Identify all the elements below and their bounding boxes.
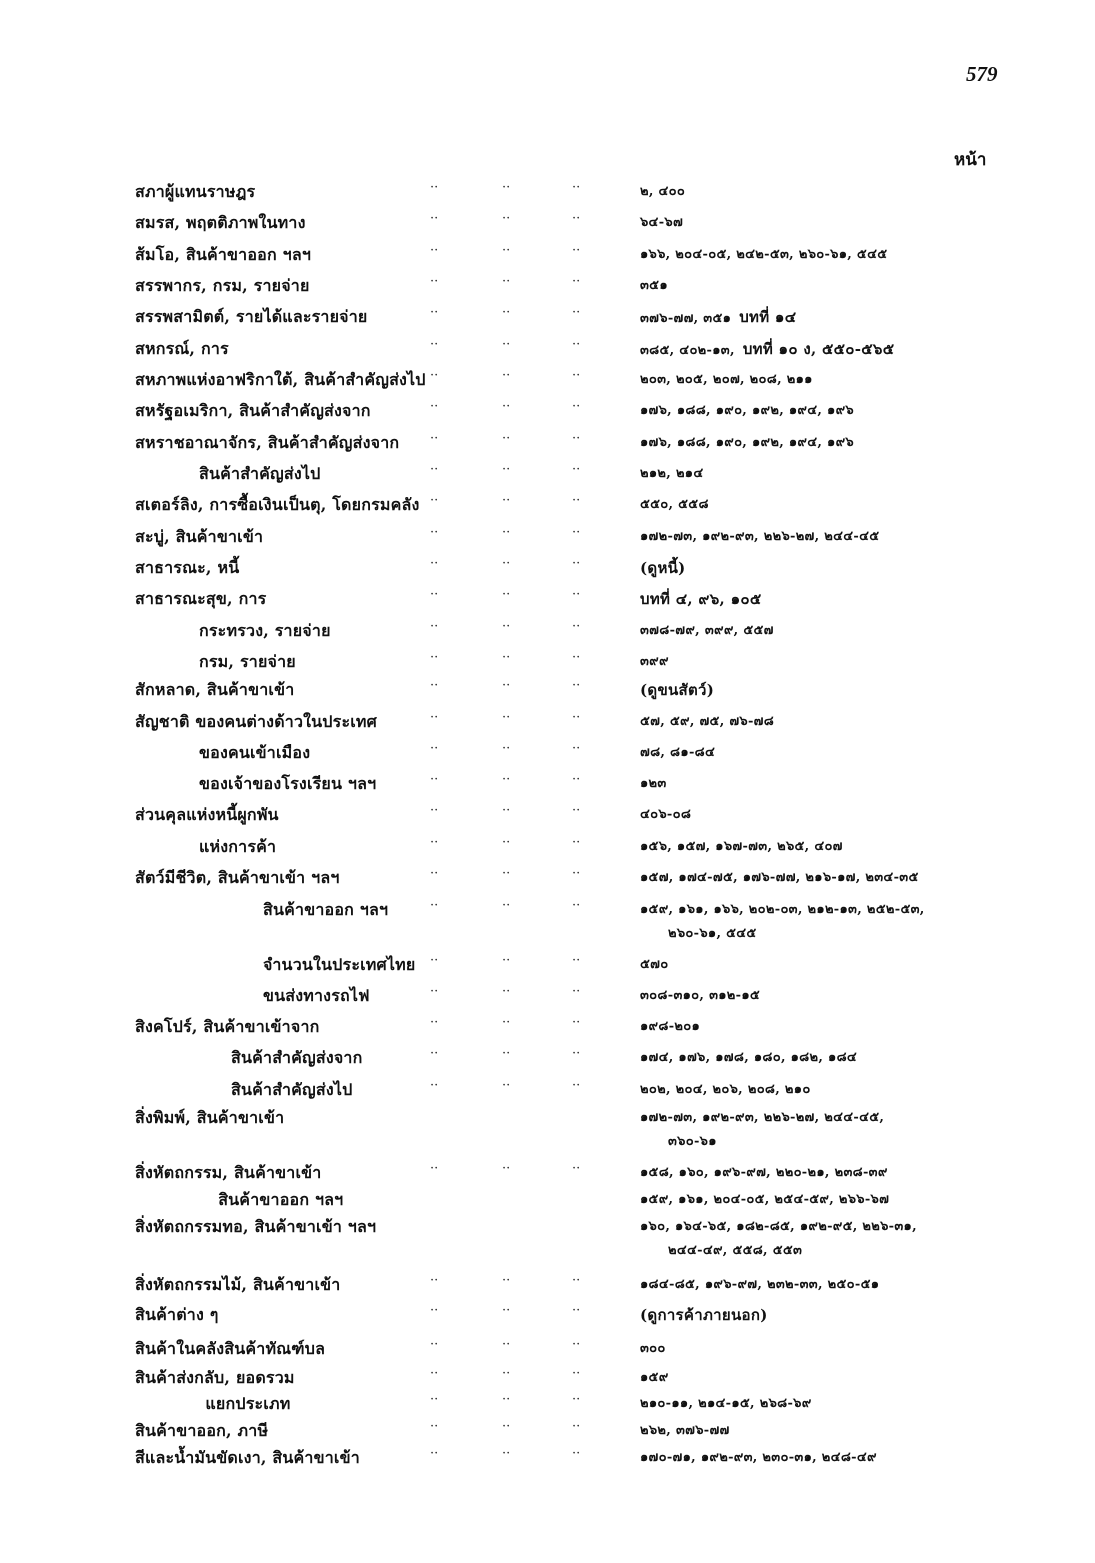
index-term: ของเจ้าของโรงเรียน ฯลฯ <box>199 774 377 793</box>
index-term: สิ่งหัตถกรรมทอ, สินค้าขาเข้า ฯลฯ <box>135 1217 377 1236</box>
index-entry <box>0 1215 1095 1258</box>
leader-dots: ·· ·· ·· <box>430 556 581 571</box>
page-references: ๑๖๐, ๑๖๔-๖๕, ๑๘๒-๘๕, ๑๙๒-๙๕, ๒๒๖-๓๑, <box>640 1219 917 1234</box>
index-term: สรรพากร, กรม, รายจ่าย <box>135 276 310 295</box>
index-entry <box>0 399 1095 431</box>
page-references: (ดูขนสัตว์) <box>640 681 715 699</box>
page-references: ๑๕๙ <box>640 1370 669 1385</box>
page-references: ๒๖๒, ๓๗๖-๗๗ <box>640 1423 730 1438</box>
leader-dots: ·· ·· ·· <box>430 243 581 258</box>
index-entry <box>0 493 1095 525</box>
index-term: สิ่งพิมพ์, สินค้าขาเข้า <box>135 1108 285 1127</box>
index-entry <box>0 1106 1095 1149</box>
leader-dots: ·· ·· ·· <box>430 587 581 602</box>
index-entry <box>0 368 1095 400</box>
index-term: สเตอร์ลิง, การซื้อเงินเป็นตุ, โดยกรมคลัง <box>135 495 420 514</box>
page-references: ๑๗๔, ๑๗๖, ๑๗๘, ๑๘๐, ๑๘๒, ๑๘๔ <box>640 1050 858 1065</box>
page-number: 579 <box>966 62 998 86</box>
page-column-header: หน้า <box>954 150 987 170</box>
page-references: บทที่ ๔, ๙๖, ๑๐๕ <box>640 590 762 608</box>
leader-dots: ·· ·· ·· <box>430 866 581 881</box>
page-references-continued: ๒๖๐-๖๑, ๕๔๕ <box>668 926 757 941</box>
page-references: ๖๔-๖๗ <box>640 215 684 230</box>
index-term: สิ่งหัตถกรรมไม้, สินค้าขาเข้า <box>135 1275 341 1294</box>
index-term: สาธารณะสุข, การ <box>135 589 267 608</box>
leader-dots: ·· ·· ·· <box>430 1046 581 1061</box>
index-term: กรม, รายจ่าย <box>199 652 296 671</box>
leader-dots: ·· ·· ·· <box>430 984 581 999</box>
index-entry <box>0 1015 1095 1047</box>
leader-dots: ·· ·· ·· <box>430 835 581 850</box>
chapter-reference: บทที่ ๑๔ <box>739 308 797 326</box>
index-term: สินค้าส่งกลับ, ยอดรวม <box>135 1368 295 1387</box>
index-term: ของคนเข้าเมือง <box>199 743 311 762</box>
leader-dots: ·· ·· ·· <box>430 1366 581 1381</box>
index-entry <box>0 772 1095 804</box>
index-entry <box>0 1337 1095 1369</box>
leader-dots: ·· ·· ·· <box>430 1337 581 1352</box>
page-references-continued: ๓๖๐-๖๑ <box>668 1134 717 1149</box>
leader-dots: ·· ·· ·· <box>430 1078 581 1093</box>
index-term: สักหลาด, สินค้าขาเข้า <box>135 680 295 699</box>
page-references: ๑๗๖, ๑๘๘, ๑๙๐, ๑๙๒, ๑๙๔, ๑๙๖ <box>640 435 854 450</box>
page-references: ๔๐๖-๐๘ <box>640 807 692 822</box>
page-references: ๓๐๘-๓๑๐, ๓๑๒-๑๕ <box>640 988 761 1003</box>
page-references: ๓๙๙ <box>640 654 669 669</box>
page-references: ๑๕๙, ๑๖๑, ๒๐๔-๐๕, ๒๕๔-๕๙, ๒๖๖-๖๗ <box>640 1192 890 1207</box>
page-references: ๑๕๙, ๑๖๑, ๑๖๖, ๒๐๒-๐๓, ๒๑๒-๑๓, ๒๕๒-๕๓, <box>640 902 925 917</box>
index-term: สหกรณ์, การ <box>135 339 229 358</box>
index-term: สินค้าขาออก ฯลฯ <box>218 1190 344 1209</box>
index-entry <box>0 953 1095 985</box>
index-entry <box>0 211 1095 243</box>
page-references: ๕๗๐ <box>640 957 669 972</box>
page-references: ๑๕๘, ๑๖๐, ๑๙๖-๙๗, ๒๒๐-๒๑, ๒๓๘-๓๙ <box>640 1165 888 1180</box>
page-references: ๑๖๖, ๒๐๔-๐๕, ๒๔๒-๕๓, ๒๖๐-๖๑, ๕๔๕ <box>640 247 888 262</box>
index-entry <box>0 1303 1095 1335</box>
page-references: ๑๘๔-๘๕, ๑๙๖-๙๗, ๒๓๒-๓๓, ๒๕๐-๕๑ <box>640 1277 880 1292</box>
index-term: แห่งการค้า <box>199 837 277 856</box>
page-references: ๕๗, ๕๙, ๗๕, ๗๖-๗๘ <box>640 714 775 729</box>
index-entry <box>0 678 1095 710</box>
leader-dots: ·· ·· ·· <box>430 180 581 195</box>
page-references: ๑๗๐-๗๑, ๑๙๒-๙๓, ๒๓๐-๓๑, ๒๔๘-๔๙ <box>640 1450 877 1465</box>
index-entry <box>0 462 1095 494</box>
index-entry <box>0 274 1095 306</box>
index-entry <box>0 619 1095 651</box>
page-references: ๒๑๒, ๒๑๔ <box>640 466 704 481</box>
page-references: ๓๕๑ <box>640 278 668 293</box>
index-entry <box>0 984 1095 1016</box>
leader-dots: ·· ·· ·· <box>430 305 581 320</box>
index-entry <box>0 741 1095 773</box>
page-references: ๑๒๓ <box>640 776 667 791</box>
page-references: ๑๗๖, ๑๘๘, ๑๙๐, ๑๙๒, ๑๙๔, ๑๙๖ <box>640 403 854 418</box>
index-term: สินค้าสำคัญส่งจาก <box>231 1048 363 1067</box>
index-term: สินค้าสำคัญส่งไป <box>199 464 321 483</box>
page-references: ๒๐๓, ๒๐๕, ๒๐๗, ๒๐๘, ๒๑๑ <box>640 372 813 387</box>
index-entry <box>0 587 1095 619</box>
index-term: ส่วนคุลแห่งหนี้ผูกพัน <box>135 805 279 824</box>
index-term: สิ่งหัตถกรรม, สินค้าขาเข้า <box>135 1163 322 1182</box>
index-term: สมรส, พฤตติภาพในทาง <box>135 213 306 232</box>
index-term: สหภาพแห่งอาฟริกาใต้, สินค้าสำคัญส่งไป <box>135 370 426 389</box>
index-term: สหรัฐอเมริกา, สินค้าสำคัญส่งจาก <box>135 401 371 420</box>
index-entry <box>0 1046 1095 1078</box>
index-term: สิงคโปร์, สินค้าขาเข้าจาก <box>135 1017 320 1036</box>
page-references: (ดูการค้าภายนอก) <box>640 1306 768 1324</box>
page-references: ๒, ๔๐๐ <box>640 184 686 199</box>
leader-dots: ·· ·· ·· <box>430 1161 581 1176</box>
page-references: ๑๕๗, ๑๗๔-๗๕, ๑๗๖-๗๗, ๒๑๖-๑๗, ๒๓๔-๓๕ <box>640 870 919 885</box>
leader-dots: ·· ·· ·· <box>430 337 581 352</box>
page-references: ๓๗๘-๗๙, ๓๙๙, ๕๕๗ <box>640 623 774 638</box>
index-entry <box>0 431 1095 463</box>
page-references: ๓๘๕, ๔๐๒-๑๓, บทที่ ๑๐ ง, ๕๕๐-๕๖๕ <box>640 340 895 358</box>
index-term: จำนวนในประเทศไทย <box>263 955 416 974</box>
leader-dots: ·· ·· ·· <box>430 1392 581 1407</box>
leader-dots: ·· ·· ·· <box>430 368 581 383</box>
index-term: สภาผู้แทนราษฎร <box>135 182 256 201</box>
leader-dots: ·· ·· ·· <box>430 772 581 787</box>
leader-dots: ·· ·· ·· <box>430 898 581 913</box>
leader-dots: ·· ·· ·· <box>430 1446 581 1461</box>
index-term: สินค้าสำคัญส่งไป <box>231 1080 353 1099</box>
index-term: ส้มโอ, สินค้าขาออก ฯลฯ <box>135 245 312 264</box>
page-references: ๒๑๐-๑๑, ๒๑๔-๑๕, ๒๖๘-๖๙ <box>640 1396 812 1411</box>
index-term: สรรพสามิตต์, รายได้และรายจ่าย <box>135 307 368 326</box>
index-term: สัตว์มีชีวิต, สินค้าขาเข้า ฯลฯ <box>135 868 340 887</box>
page-references-continued: ๒๔๔-๔๙, ๕๕๘, ๕๕๓ <box>668 1243 803 1258</box>
index-entry <box>0 898 1095 941</box>
leader-dots: ·· ·· ·· <box>430 1303 581 1318</box>
index-term: สหราชอาณาจักร, สินค้าสำคัญส่งจาก <box>135 433 400 452</box>
page-references: ๓๗๖-๗๗, ๓๕๑ บทที่ ๑๔ <box>640 308 797 326</box>
index-entry <box>0 1446 1095 1478</box>
leader-dots: ·· ·· ·· <box>430 1015 581 1030</box>
index-term: ขนส่งทางรถไฟ <box>263 986 370 1005</box>
leader-dots: ·· ·· ·· <box>430 525 581 540</box>
leader-dots: ·· ·· ·· <box>430 650 581 665</box>
page-references: ๕๕๐, ๕๕๘ <box>640 497 709 512</box>
page-references: (ดูหนี้) <box>640 559 686 577</box>
leader-dots: ·· ·· ·· <box>430 493 581 508</box>
index-term: สินค้าในคลังสินค้าทัณฑ์บล <box>135 1339 326 1358</box>
chapter-reference: บทที่ ๑๐ ง, ๕๕๐-๕๖๕ <box>742 340 895 358</box>
page-references: ๑๗๒-๗๓, ๑๙๒-๙๓, ๒๒๖-๒๗, ๒๔๔-๔๕ <box>640 529 880 544</box>
leader-dots: ·· ·· ·· <box>430 462 581 477</box>
index-entry <box>0 710 1095 742</box>
leader-dots: ·· ·· ·· <box>430 431 581 446</box>
leader-dots: ·· ·· ·· <box>430 399 581 414</box>
index-entry <box>0 305 1095 337</box>
leader-dots: ·· ·· ·· <box>430 1419 581 1434</box>
index-entry <box>0 835 1095 867</box>
leader-dots: ·· ·· ·· <box>430 274 581 289</box>
index-term: สินค้าขาออก, ภาษี <box>135 1421 269 1440</box>
page-references: ๑๙๘-๒๐๑ <box>640 1019 701 1034</box>
index-term: สีและน้ำมันขัดเงา, สินค้าขาเข้า <box>135 1448 360 1467</box>
index-entry <box>0 243 1095 275</box>
page-references: ๓๐๐ <box>640 1341 666 1356</box>
index-term: สินค้าขาออก ฯลฯ <box>263 900 389 919</box>
index-entry <box>0 556 1095 588</box>
index-entry <box>0 866 1095 898</box>
leader-dots: ·· ·· ·· <box>430 803 581 818</box>
leader-dots: ·· ·· ·· <box>430 1273 581 1288</box>
index-entry <box>0 180 1095 212</box>
index-entry <box>0 1273 1095 1305</box>
leader-dots: ·· ·· ·· <box>430 953 581 968</box>
index-term: กระทรวง, รายจ่าย <box>199 621 331 640</box>
leader-dots: ·· ·· ·· <box>430 710 581 725</box>
index-term: สินค้าต่าง ๆ <box>135 1305 219 1324</box>
page-references: ๒๐๒, ๒๐๔, ๒๐๖, ๒๐๘, ๒๑๐ <box>640 1082 811 1097</box>
page-references: ๗๘, ๘๑-๘๔ <box>640 745 716 760</box>
index-term: แยกประเภท <box>205 1394 291 1413</box>
index-entry <box>0 525 1095 557</box>
index-term: สาธารณะ, หนี้ <box>135 558 240 577</box>
page-references: ๑๗๒-๗๓, ๑๙๒-๙๓, ๒๒๖-๒๗, ๒๔๔-๔๕, <box>640 1110 885 1125</box>
leader-dots: ·· ·· ·· <box>430 211 581 226</box>
index-entry <box>0 803 1095 835</box>
leader-dots: ·· ·· ·· <box>430 678 581 693</box>
leader-dots: ·· ·· ·· <box>430 741 581 756</box>
index-term: สัญชาติ ของคนต่างด้าวในประเทศ <box>135 712 378 731</box>
leader-dots: ·· ·· ·· <box>430 619 581 634</box>
index-entry <box>0 337 1095 369</box>
page-references: ๑๕๖, ๑๕๗, ๑๖๗-๗๓, ๒๖๕, ๔๐๗ <box>640 839 843 854</box>
index-term: สะบู่, สินค้าขาเข้า <box>135 527 264 546</box>
